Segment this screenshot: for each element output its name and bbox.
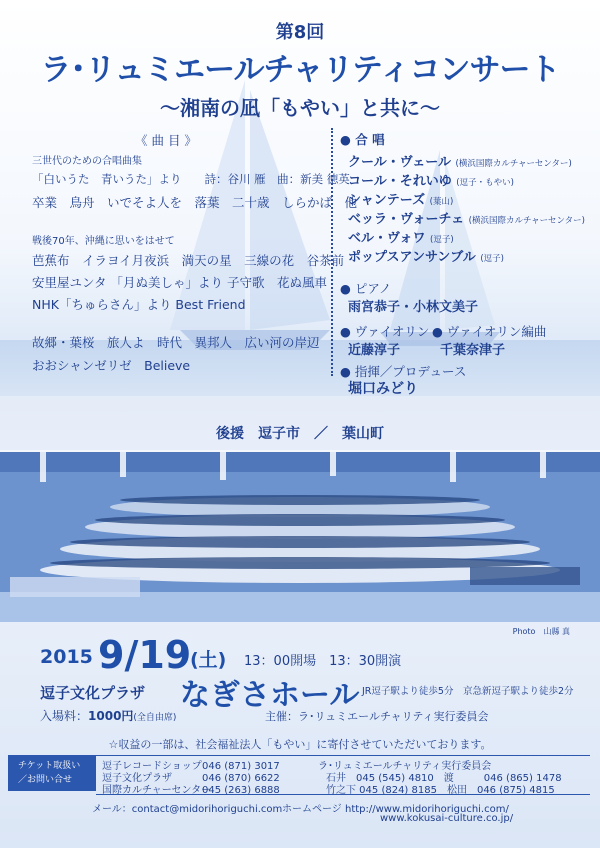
venue-prefix: 逗子文化プラザ — [40, 684, 146, 702]
contact-email[interactable]: メール：contact@midorihoriguchi.com — [92, 804, 283, 815]
songs-line2: おおシャンゼリゼ Believe — [32, 358, 191, 373]
songs-line1: 故郷・葉桜 旅人よ 時代 異邦人 広い河の岸辺 — [32, 335, 320, 350]
chorus-group: ポップスアンサンブル (逗子) — [348, 250, 504, 265]
suite1-title: 三世代のための合唱曲集 — [32, 156, 142, 167]
arrange-name: 千葉奈津子 — [440, 343, 506, 358]
venue-name: なぎさホール — [180, 678, 360, 713]
suite2-title: 戦後70年、沖縄に思いをはせて — [32, 236, 175, 247]
sponsor-line: 後援 逗子市 ／ 葉山町 — [216, 426, 384, 442]
choir-photo-graphic — [0, 452, 600, 622]
suite1-line2: 卒業 鳥舟 いでそよ人を 落葉 二十歳 しらかば 他 — [32, 195, 358, 210]
ticket-shop: 逗子文化プラザ 046 (870) 6622 — [102, 773, 280, 784]
chorus-group: コール・それいゆ (逗子・もやい) — [348, 174, 514, 189]
program-heading: 《 曲 目 》 — [135, 133, 197, 148]
suite2-line1: 芭蕉布 イラヨイ月夜浜 満天の星 三線の花 谷茶前 — [32, 253, 345, 268]
arrange-label: ● ヴァイオリン編曲 — [432, 324, 547, 339]
chorus-group: クール・ヴェール (横浜国際カルチャーセンター) — [348, 155, 572, 170]
event-weekday: (土) — [190, 649, 227, 671]
chorus-group: シャンテーズ (葉山) — [348, 193, 454, 208]
piano-label: ● ピアノ — [340, 281, 392, 296]
admission-fee: 入場料：1000円(全自由席) — [40, 709, 177, 723]
suite2-line2: 安里屋ユンタ 「月ぬ美しゃ」より 子守歌 花ぬ風車 — [32, 275, 327, 290]
chorus-group: ベル・ヴォワ (逗子) — [348, 231, 454, 246]
event-date: 9/19 — [98, 633, 192, 677]
violin-label: ● ヴァイオリン — [340, 324, 430, 339]
suite2-line3: NHK「ちゅらさん」より Best Friend — [32, 297, 246, 312]
committee-row: 竹之下 045 (824) 8185 松田 046 (875) 4815 — [326, 785, 555, 796]
piano-names: 雨宮恭子・小林文美子 — [348, 300, 479, 315]
concert-title: ラ･リュミエールチャリティコンサート — [40, 52, 560, 88]
ticket-shop: 逗子レコードショップ046 (871) 3017 — [102, 761, 280, 772]
organizer: 主催：ラ･リュミエールチャリティ実行委員会 — [265, 710, 489, 723]
contact-homepage-2[interactable]: www.kokusai-culture.co.jp/ — [380, 813, 514, 824]
chorus-group: ベッラ・ヴォーチェ (横浜国際カルチャーセンター) — [348, 212, 585, 227]
venue-access: JR逗子駅より徒歩5分 京急新逗子駅より徒歩2分 — [362, 686, 574, 697]
contact-homepage[interactable]: ホームページ http://www.midorihoriguchi.com/ — [282, 804, 509, 815]
committee-title: ラ･リュミエールチャリティ実行委員会 — [318, 761, 492, 772]
edition-label: 第8回 — [275, 22, 325, 43]
ticket-info-label: チケット取扱い ／お問い合せ — [8, 755, 96, 791]
column-divider — [331, 128, 333, 376]
committee-row: 石井 045 (545) 4810 渡 046 (865) 1478 — [326, 773, 562, 784]
photo-credit: Photo 山縣 真 — [512, 627, 570, 636]
chorus-label: ● 合 唱 — [340, 132, 385, 147]
event-time: 13：00開場 13：30開演 — [244, 654, 402, 669]
charity-note: ☆収益の一部は、社会福祉法人「もやい」に寄付させていただいております。 — [108, 738, 492, 751]
violin-name: 近藤淳子 — [348, 343, 401, 358]
event-year: 2015 — [40, 646, 93, 668]
conductor-name: 堀口みどり — [348, 381, 418, 397]
choir-photo — [0, 452, 600, 622]
concert-subtitle: ～湘南の凪「もやい」と共に～ — [160, 96, 440, 120]
ticket-shop: 国際カルチャーセンター045 (263) 6888 — [102, 785, 280, 796]
suite1-line1: 「白いうた 青いうた」より 詩：谷川 雁 曲：新美 徳英 — [32, 172, 350, 186]
conductor-label: ● 指揮／プロデュース — [340, 364, 467, 379]
